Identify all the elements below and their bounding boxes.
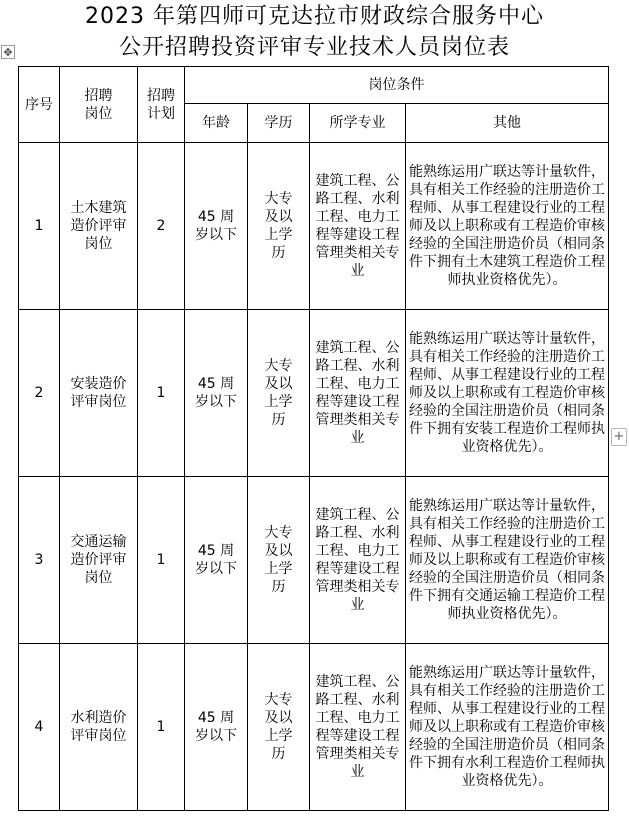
header-seq: 序号 bbox=[19, 67, 60, 143]
cell-plan: 1 bbox=[138, 644, 185, 811]
header-plan: 招聘计划 bbox=[138, 67, 185, 143]
cell-position bbox=[60, 644, 138, 811]
cell-other: 能熟练运用广联达等计量软件，具有相关工作经验的注册造价工程师、从事工程建设行业的工程师及以上职称或有工程造价审核经验的全国注册造价员（相同条件下拥有水利工程造价工程师执业资格优先）。 bbox=[406, 644, 609, 811]
cell-seq: 1 bbox=[19, 143, 60, 310]
header-age: 年龄 bbox=[185, 104, 248, 143]
header-education: 学历 bbox=[248, 104, 310, 143]
position-table bbox=[18, 66, 609, 811]
page-title-line2: 公开招聘投资评审专业技术人员岗位表 bbox=[118, 35, 510, 60]
cell-other: 能熟练运用广联达等计量软件，具有相关工作经验的注册造价工程师、从事工程建设行业的工程师及以上职称或有工程造价审核经验的全国注册造价员（相同条件下拥有交通运输工程造价工程师执业资格优先）。 bbox=[406, 477, 609, 644]
cell-education-text: 大专及以上学历 bbox=[264, 525, 293, 595]
cell-age bbox=[185, 644, 248, 811]
cell-education-text: 大专及以上学历 bbox=[264, 358, 293, 428]
cell-education-text: 大专及以上学历 bbox=[264, 191, 293, 261]
cell-plan: 2 bbox=[138, 143, 185, 310]
page-title-line1: 2023 年第四师可克达拉市财政综合服务中心 bbox=[85, 4, 544, 29]
cell-position-text: 土木建筑造价评审岗位 bbox=[70, 200, 127, 252]
plus-icon[interactable]: + bbox=[611, 428, 627, 446]
cell-education bbox=[248, 644, 310, 811]
cell-major bbox=[310, 477, 406, 644]
cell-other: 能熟练运用广联达等计量软件，具有相关工作经验的注册造价工程师、从事工程建设行业的工程师及以上职称或有工程造价审核经验的全国注册造价员（相同条件下拥有安装工程造价工程师执业资格优先）。 bbox=[406, 310, 609, 477]
cell-age-text: 45 周岁以下 bbox=[195, 543, 237, 577]
header-position: 招聘岗位 bbox=[60, 67, 138, 143]
cell-major-text: 建筑工程、公路工程、水利工程、电力工程等建设工程管理类相关专业 bbox=[315, 340, 400, 446]
cell-education bbox=[248, 310, 310, 477]
cell-age bbox=[185, 477, 248, 644]
cell-position-text: 交通运输造价评审岗位 bbox=[70, 534, 127, 586]
cell-position bbox=[60, 143, 138, 310]
cell-major-text: 建筑工程、公路工程、水利工程、电力工程等建设工程管理类相关专业 bbox=[315, 674, 400, 780]
header-conditions: 岗位条件 bbox=[185, 67, 609, 104]
cell-seq: 2 bbox=[19, 310, 60, 477]
cell-age-text: 45 周岁以下 bbox=[195, 209, 237, 243]
cell-position bbox=[60, 477, 138, 644]
header-other: 其他 bbox=[406, 104, 609, 143]
cell-plan: 1 bbox=[138, 310, 185, 477]
move-arrows-icon[interactable]: ✥ bbox=[1, 45, 15, 59]
cell-education bbox=[248, 143, 310, 310]
cell-age-text: 45 周岁以下 bbox=[195, 376, 237, 410]
table-row bbox=[19, 310, 609, 477]
cell-seq: 3 bbox=[19, 477, 60, 644]
table-row bbox=[19, 644, 609, 811]
header-major: 所学专业 bbox=[310, 104, 406, 143]
cell-position-text: 安装造价评审岗位 bbox=[70, 376, 127, 410]
cell-major bbox=[310, 143, 406, 310]
cell-position bbox=[60, 310, 138, 477]
cell-age-text: 45 周岁以下 bbox=[195, 710, 237, 744]
cell-major-text: 建筑工程、公路工程、水利工程、电力工程等建设工程管理类相关专业 bbox=[315, 507, 400, 613]
cell-other: 能熟练运用广联达等计量软件，具有相关工作经验的注册造价工程师、从事工程建设行业的工程师及以上职称或有工程造价审核经验的全国注册造价员（相同条件下拥有土木建筑工程造价工程师执业资格优先）。 bbox=[406, 143, 609, 310]
cell-plan: 1 bbox=[138, 477, 185, 644]
cell-major bbox=[310, 310, 406, 477]
cell-education bbox=[248, 477, 310, 644]
cell-major-text: 建筑工程、公路工程、水利工程、电力工程等建设工程管理类相关专业 bbox=[315, 173, 400, 279]
cell-education-text: 大专及以上学历 bbox=[264, 692, 293, 762]
header-row bbox=[19, 67, 609, 104]
cell-age bbox=[185, 310, 248, 477]
cell-seq: 4 bbox=[19, 644, 60, 811]
table-row bbox=[19, 143, 609, 310]
cell-major bbox=[310, 644, 406, 811]
cell-position-text: 水利造价评审岗位 bbox=[70, 710, 127, 744]
cell-age bbox=[185, 143, 248, 310]
table-row bbox=[19, 477, 609, 644]
